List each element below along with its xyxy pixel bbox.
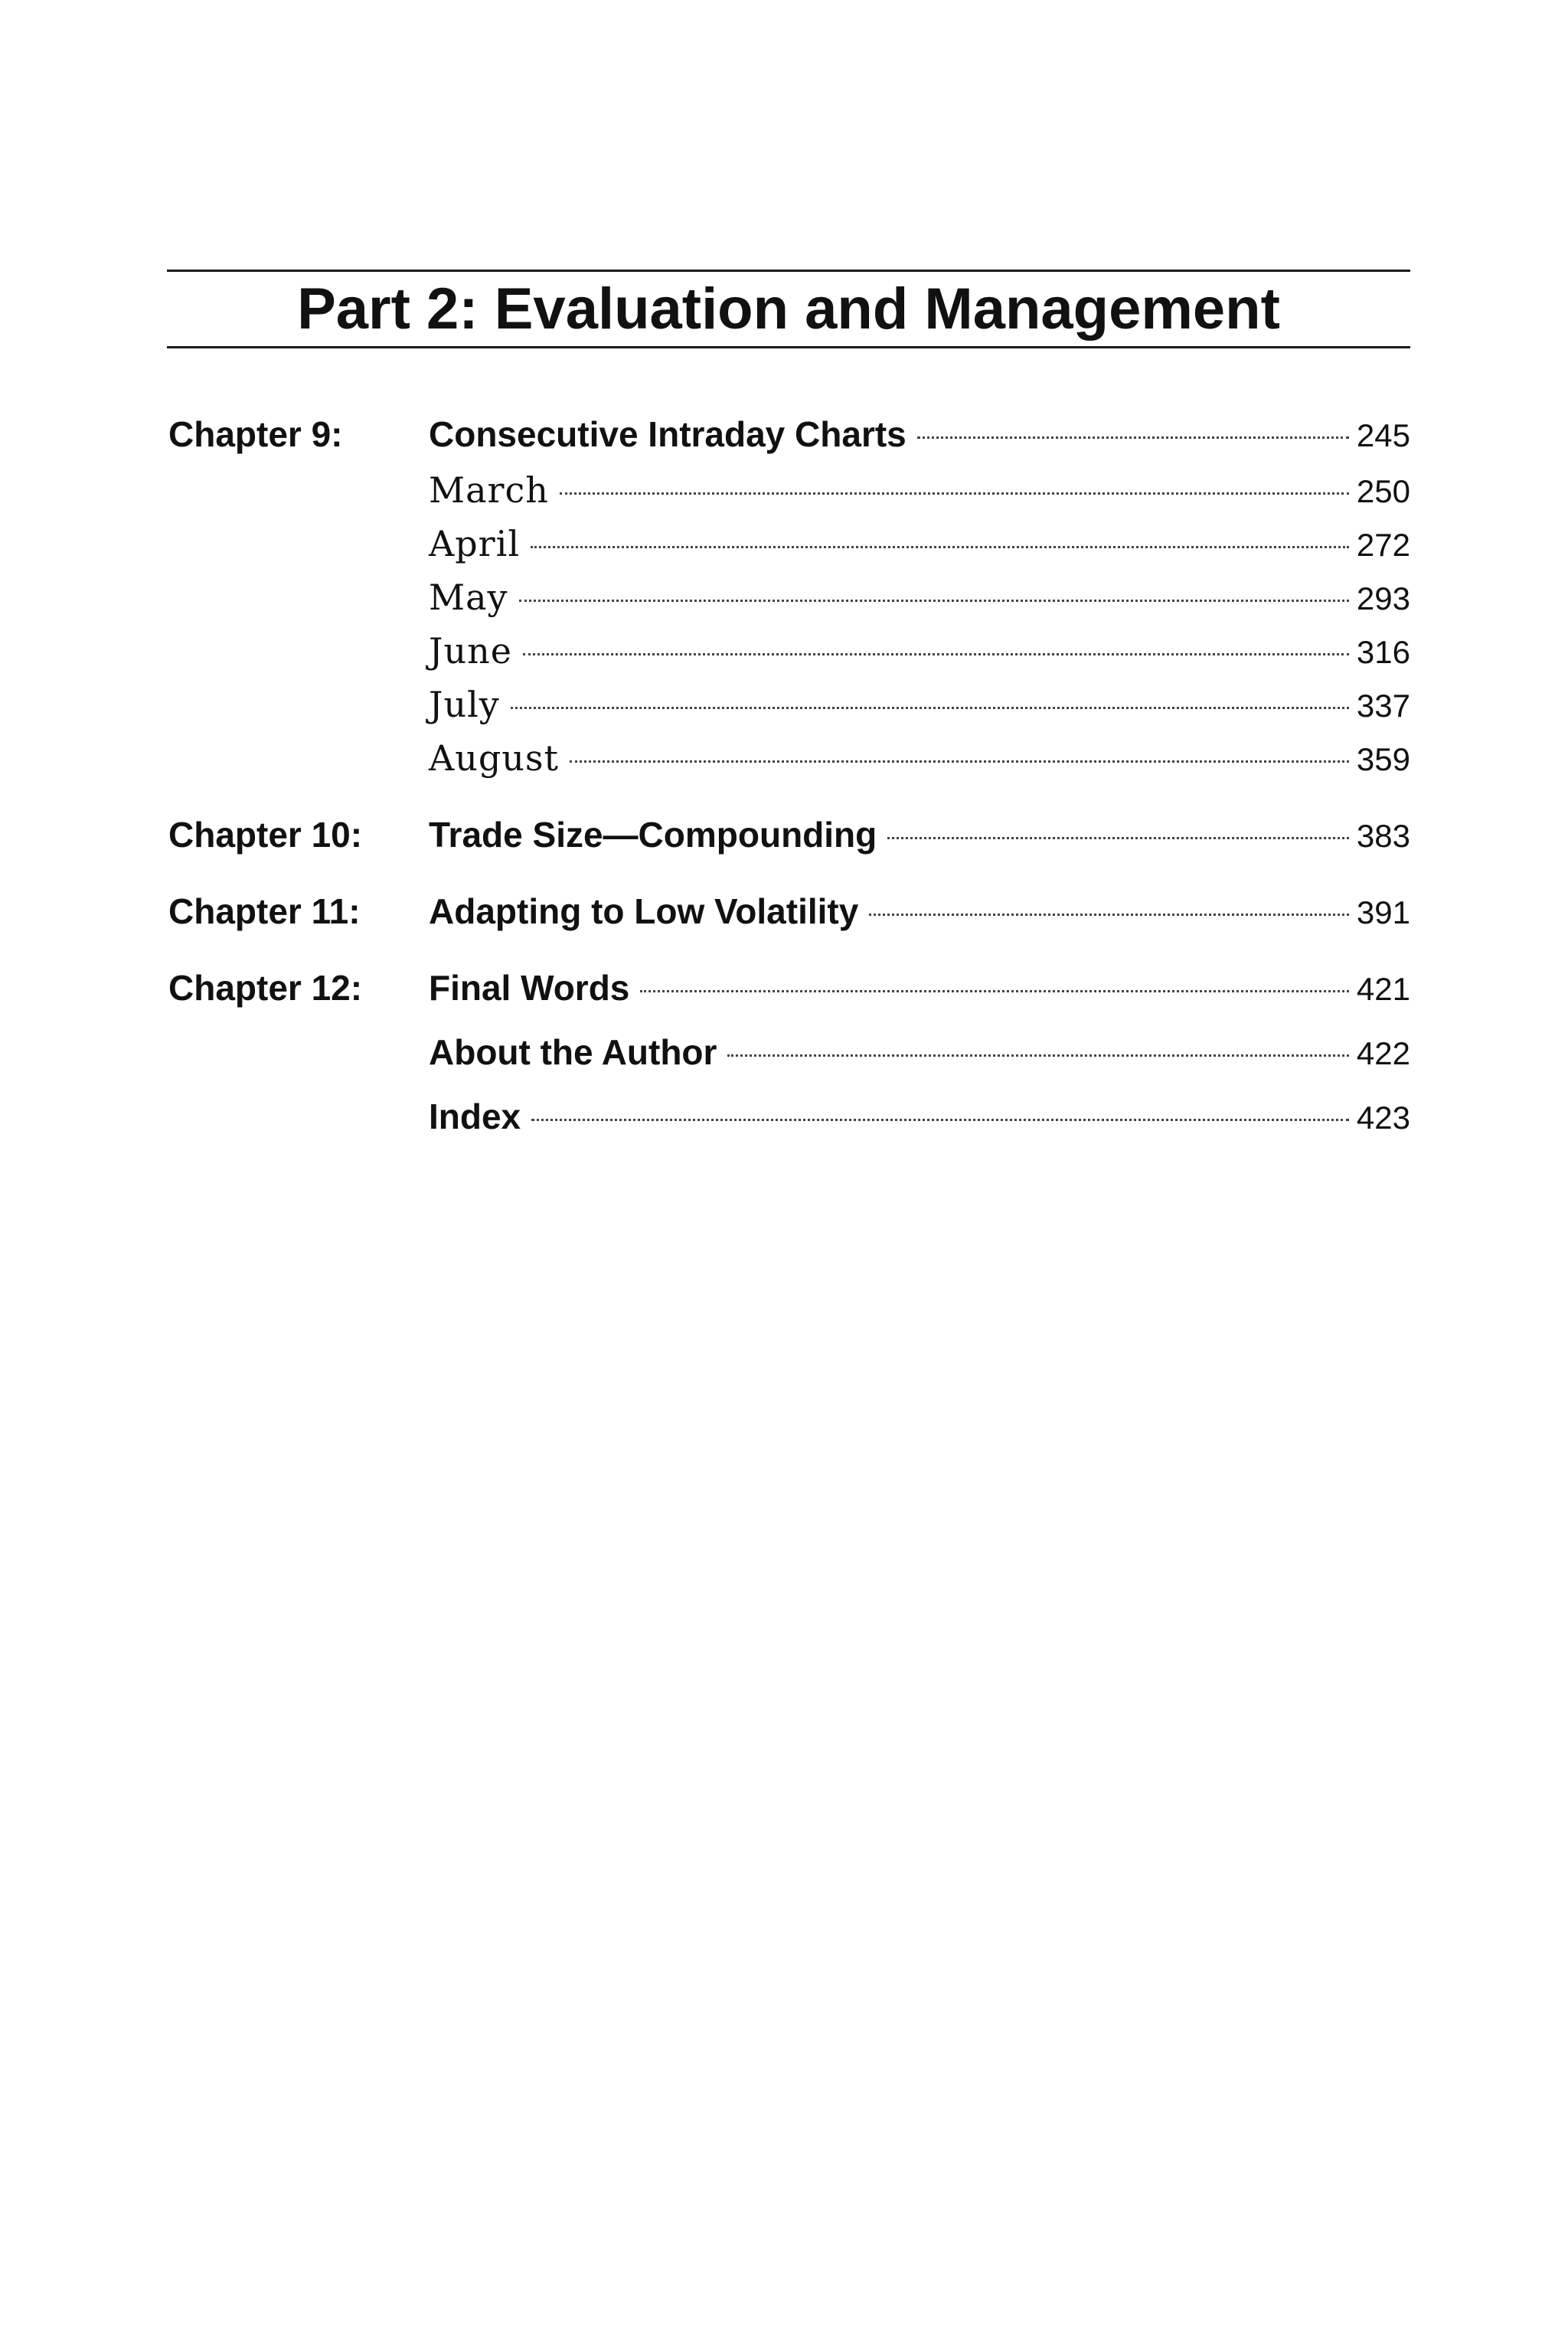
part-title: Part 2: Evaluation and Management — [297, 276, 1280, 342]
toc-page-number: 337 — [1356, 688, 1410, 724]
toc-entry-about-the-author[interactable] — [429, 1029, 1410, 1075]
toc-page-number: 250 — [1356, 473, 1410, 509]
toc-subentry-title: March — [429, 469, 549, 511]
dot-leader — [560, 492, 1349, 495]
dot-leader — [531, 546, 1349, 548]
toc-subentry-june[interactable] — [429, 628, 1410, 674]
toc-entry-title: Index — [429, 1097, 521, 1136]
dot-leader — [917, 436, 1349, 439]
toc-subentry-title: June — [429, 630, 512, 672]
toc-subentry-march[interactable] — [429, 467, 1410, 513]
toc-page-number: 245 — [1356, 417, 1410, 453]
toc-entry-chapter-12[interactable] — [429, 965, 1410, 1011]
dot-leader — [519, 600, 1349, 602]
dot-leader — [531, 1119, 1349, 1121]
chapter-10-label: Chapter 10: — [168, 815, 363, 855]
chapter-11-label: Chapter 11: — [168, 891, 361, 931]
toc-page-number: 293 — [1356, 580, 1410, 616]
chapter-12-label: Chapter 12: — [168, 968, 363, 1008]
toc-subentry-title: August — [429, 737, 560, 779]
toc-entry-chapter-11[interactable] — [429, 888, 1410, 934]
dot-leader — [869, 914, 1349, 916]
toc-subentry-april[interactable] — [429, 521, 1410, 567]
toc-entry-title: Trade Size—Compounding — [429, 815, 877, 855]
toc-entry-title: Consecutive Intraday Charts — [429, 414, 906, 454]
toc-subentry-august[interactable] — [429, 735, 1410, 781]
toc-subentry-title: July — [429, 684, 500, 725]
top-rule — [167, 270, 1410, 272]
chapter-9-label: Chapter 9: — [168, 414, 343, 454]
toc-page-number: 359 — [1356, 741, 1410, 777]
toc-subentry-title: May — [429, 577, 508, 618]
toc-page-number: 421 — [1356, 971, 1410, 1007]
toc-entry-chapter-10[interactable] — [429, 812, 1410, 858]
bottom-rule — [167, 346, 1410, 348]
toc-page-number: 423 — [1356, 1100, 1410, 1136]
toc-subentry-may[interactable] — [429, 574, 1410, 620]
toc-page-number: 422 — [1356, 1035, 1410, 1071]
toc-subentry-title: April — [429, 523, 521, 564]
dot-leader — [511, 707, 1349, 709]
toc-subentry-july[interactable] — [429, 682, 1410, 727]
dot-leader — [523, 653, 1349, 655]
toc-page-number: 272 — [1356, 527, 1410, 563]
toc-page-number: 316 — [1356, 634, 1410, 670]
dot-leader — [887, 837, 1349, 839]
dot-leader — [727, 1054, 1348, 1057]
dot-leader — [640, 990, 1349, 992]
toc-entry-title: Adapting to Low Volatility — [429, 891, 859, 931]
toc-entry-title: About the Author — [429, 1032, 717, 1072]
toc-entry-chapter-9[interactable] — [429, 411, 1410, 457]
dot-leader — [570, 760, 1349, 763]
toc-entry-title: Final Words — [429, 968, 630, 1008]
toc-page-number: 391 — [1356, 894, 1410, 930]
toc-entry-index[interactable] — [429, 1093, 1410, 1139]
toc-page-number: 383 — [1356, 818, 1410, 854]
